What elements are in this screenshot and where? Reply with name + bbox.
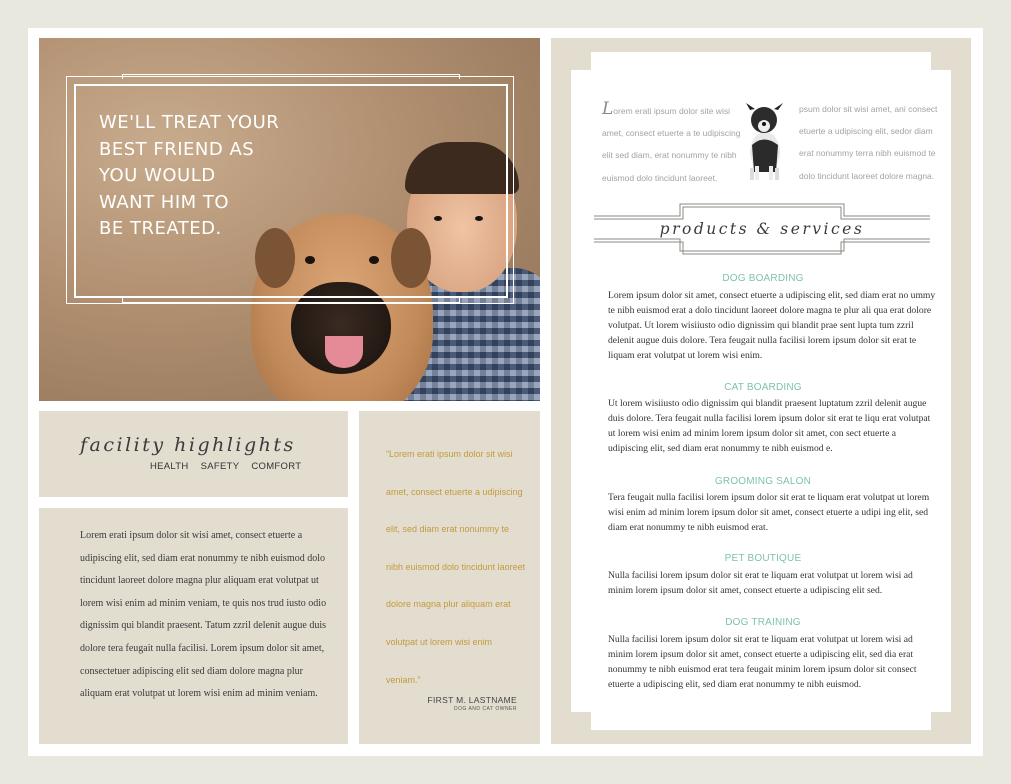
facility-tag-comfort: COMFORT	[251, 461, 302, 472]
hero-frame-tab-bottom	[122, 298, 460, 303]
service-heading-cat-boarding: CAT BOARDING	[724, 382, 802, 393]
hero-headline: WE'LL TREAT YOUR BEST FRIEND AS YOU WOULD WANT HIM TO BE TREATED.	[99, 112, 280, 239]
facility-tag-health: HEALTH	[150, 461, 189, 472]
card-wing-left	[571, 70, 591, 712]
service-body-pet-boutique: Nulla facilisi lorem ipsum dolor sit erat te liquam erat volutpat ut lorem wisi ad minim lorem ipsum dolor sit amet, consect etuerte a udipiscing elit sed.	[608, 570, 913, 596]
intro-left-text: orem erati ipsum dolor site wisi amet, consect etuerte a te udipiscing elit sed diam, erat nonummy te nibh euismod dolo tincidunt laoreet.	[602, 106, 741, 183]
service-heading-dog-boarding: DOG BOARDING	[722, 273, 804, 284]
facility-title: facility highlights	[80, 434, 296, 456]
dog-tongue	[325, 336, 363, 368]
service-body-dog-boarding: Lorem ipsum dolor sit amet, consect etuerte a udipiscing elit, sed diam erat no ummy te nibh euismod erat a dolo tincidunt laoreet dolore magna te plur ali qua erat dolore volutpat. Ut lorem wisiiusto odio dignissim qui blandit prae sent lupta tum zzril delenit augue duis dolore. Tera feugait nulla facilisi lorem ipsum dolor sit erat te liquam erat volutpat ut lorem wisi enim.	[608, 290, 936, 361]
service-heading-grooming-salon: GROOMING SALON	[714, 476, 812, 487]
intro-left	[602, 98, 742, 189]
testimonial-quote: “Lorem erati ipsum dolor sit wisi amet, consect etuerte a udipiscing elit, sed diam erat nonummy te nibh euismod dolo tincidunt laoreet dolore magna plur aliquam erat volutpat ut lorem wisi enim veniam.”	[386, 449, 526, 685]
service-body-grooming-salon: Tera feugait nulla facilisi lorem ipsum dolor sit erat te liquam erat volutpat ut lorem wisi enim ad minim lorem ipsum dolor sit amet, consect etuerte a udipi ing elit, sed diam erat nonummy te nibh euismod erat.	[608, 492, 930, 533]
service-body-dog-training: Nulla facilisi lorem ipsum dolor sit erat te liquam erat volutpat ut lorem wisi ad minim lorem ipsum dolor sit amet, consect etuerte a udipiscing elit, sed dia erat nonummy te nibh euismod erat tera feugait minim lorem ipsum dolor sit consect etuerte a udipiscing elit, sed diam erat nonummy te nibh euismod.	[608, 634, 917, 690]
puppy-photo	[738, 100, 790, 182]
service-heading-pet-boutique: PET BOUTIQUE	[724, 553, 802, 564]
intro-right: psum dolor sit wisi amet, ani consect etuerte a udipiscing elit, sedor diam erat nonummy terra nibh euismod te dolo tincidunt laoreet dolore magna.	[799, 104, 938, 181]
testimonial-name: FIRST M. LASTNAME	[427, 695, 517, 705]
hero-frame-tab-top	[122, 74, 460, 79]
intro-drop-cap: L	[602, 99, 614, 119]
body-copy: Lorem erati ipsum dolor sit wisi amet, consect etuerte a udipiscing elit, sed diam erat nonummy te nibh euismod dolo tincidunt laoreet dolore magna plur aliquam erat volutpat ut lorem wisi enim ad minim veniam, te quis nos trud iusto odio dignissim qui blandit praesent. Tatum zzril delenit augue duis dolore tera feugait nulla facilisi. Lorem ipsum dolor sit amet, consectetuer adipiscing elit sed diam dolore magna plur aliquam erat volutpat ut lorem wisi enim ad minim veniam.	[80, 530, 327, 700]
facility-tags	[150, 461, 301, 472]
facility-tag-safety: SAFETY	[200, 461, 240, 472]
service-body-cat-boarding: Ut lorem wisiiusto odio dignissim qui blandit praesent luptatum zzril delenit augue duis dolore. Tera feugait nulla facilisi lorem ipsum dolor sit erat te liqu erat volutpat ut lorem wisi enim ad minim lorem ipsum dolor sit amet, con sect etuerte a udipiscing elit, sed diam erat nonummy te nibh euismod e.	[608, 398, 931, 454]
products-title: products & services	[659, 220, 865, 238]
testimonial-role: DOG AND CAT OWNER	[453, 706, 517, 712]
service-heading-dog-training: DOG TRAINING	[725, 617, 801, 628]
